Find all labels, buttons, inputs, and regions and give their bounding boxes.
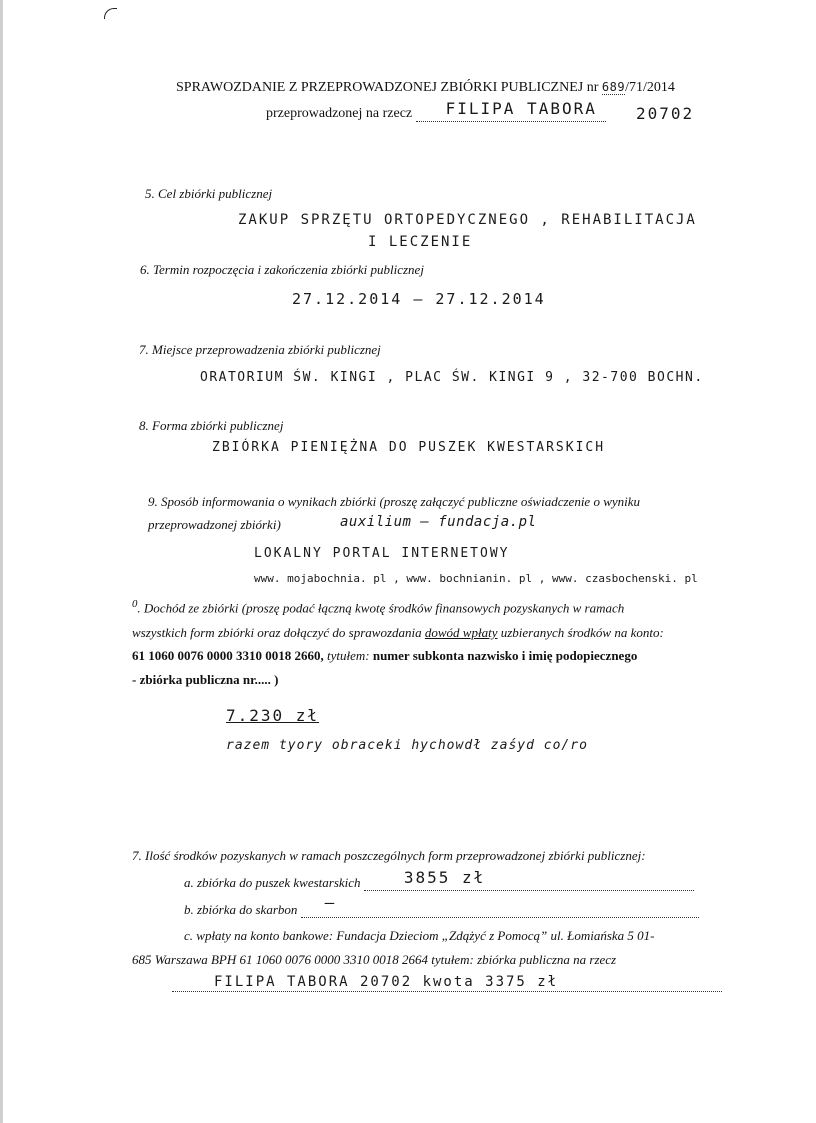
amount-a-value: 3855 zł	[403, 868, 486, 887]
section-9-portal: LOKALNY PORTAL INTERNETOWY	[254, 546, 510, 561]
report-title	[176, 80, 675, 96]
income-amount: 7.230 zł	[226, 706, 320, 725]
beneficiary-name: FILIPA TABORA	[445, 99, 597, 118]
section-7-value: ORATORIUM ŚW. KINGI , PLAC ŚW. KINGI 9 , 32-700 BOCHN.	[200, 370, 704, 385]
income-text-2a: wszystkich form zbiórki oraz dołączyć do sprawozdania	[132, 625, 425, 640]
section-5-value-1: ZAKUP SPRZĘTU ORTOPEDYCZNEGO , REHABILITACJA	[238, 212, 697, 228]
amount-a-row	[184, 868, 694, 891]
amount-b-field	[301, 893, 699, 918]
amount-b-label: b. zbiórka do skarbon	[184, 902, 298, 917]
beneficiary-label: przeprowadzonej na rzecz	[266, 106, 413, 121]
section-9-urls: www. mojabochnia. pl , www. bochnianin. pl , www. czasbochenski. pl	[254, 572, 698, 585]
scan-mark	[104, 8, 117, 19]
beneficiary-field	[416, 99, 606, 122]
section-5-label: 5. Cel zbiórki publicznej	[145, 186, 273, 201]
income-label-1	[132, 598, 624, 616]
section-8-value: ZBIÓRKA PIENIĘŻNA DO PUSZEK KWESTARSKICH	[212, 440, 606, 455]
income-text-1: . Dochód ze zbiórki (proszę podać łączną kwotę środków finansowych pozyskanych w ramach	[137, 600, 625, 616]
section-7-label: 7. Miejsce przeprowadzenia zbiórki publicznej	[139, 342, 381, 357]
income-note: razem tyory obraceki hychowdł zaśyd co/ro	[226, 738, 588, 753]
report-number: 689	[601, 80, 626, 94]
income-text-2b: uzbieranych środków na konto:	[497, 625, 664, 640]
amount-c-field	[172, 990, 722, 992]
beneficiary-id: 20702	[636, 104, 695, 123]
section-9-site: auxilium – fundacja.pl	[340, 514, 537, 530]
section-6-label: 6. Termin rozpoczęcia i zakończenia zbiórki publicznej	[140, 262, 424, 277]
amount-a-field	[364, 868, 694, 891]
income-text-3: numer subkonta nazwisko i imię podopiecznego	[369, 648, 638, 663]
amount-c-value: FILIPA TABORA 20702 kwota 3375 zł	[214, 974, 559, 990]
amount-c-line2: 685 Warszawa BPH 61 1060 0076 0000 3310 0018 2664 tytułem: zbiórka publiczna na rzecz	[132, 952, 617, 967]
amount-b-row	[184, 893, 699, 918]
amount-c-label: c. wpłaty na konto bankowe: Fundacja Dzieciom „Zdążyć z Pomocą” ul. Łomiańska 5 01-	[184, 928, 655, 943]
report-title-suffix: /71/2014	[625, 80, 675, 95]
section-9-label-1: 9. Sposób informowania o wynikach zbiórki (proszę załączyć publiczne oświadczenie o wyniku	[148, 494, 641, 509]
income-tytulem: tytułem:	[327, 648, 370, 663]
section-8-label: 8. Forma zbiórki publicznej	[139, 418, 284, 433]
income-label-2	[132, 625, 664, 641]
section-9-label-2: przeprowadzonej zbiórki)	[148, 517, 281, 532]
income-number: 0	[132, 598, 138, 610]
report-title-prefix: SPRAWOZDANIE Z PRZEPROWADZONEJ ZBIÓRKI PUBLICZNEJ nr	[176, 80, 599, 95]
amount-a-label: a. zbiórka do puszek kwestarskich	[184, 875, 361, 890]
income-account: 61 1060 0076 0000 3310 0018 2660,	[132, 648, 324, 663]
amounts-label: 7. Ilość środków pozyskanych w ramach poszczególnych form przeprowadzonej zbiórki publicznej:	[132, 848, 646, 863]
income-label-3	[132, 648, 637, 664]
beneficiary-line	[266, 99, 606, 122]
amount-b-value: —	[324, 893, 337, 912]
income-label-4: - zbiórka publiczna nr..... )	[132, 672, 279, 687]
section-5-value-2: I LECZENIE	[368, 234, 473, 250]
section-6-value: 27.12.2014 – 27.12.2014	[292, 290, 546, 308]
income-text-2u: dowód wpłaty	[424, 625, 498, 640]
scan-edge	[0, 0, 3, 1123]
